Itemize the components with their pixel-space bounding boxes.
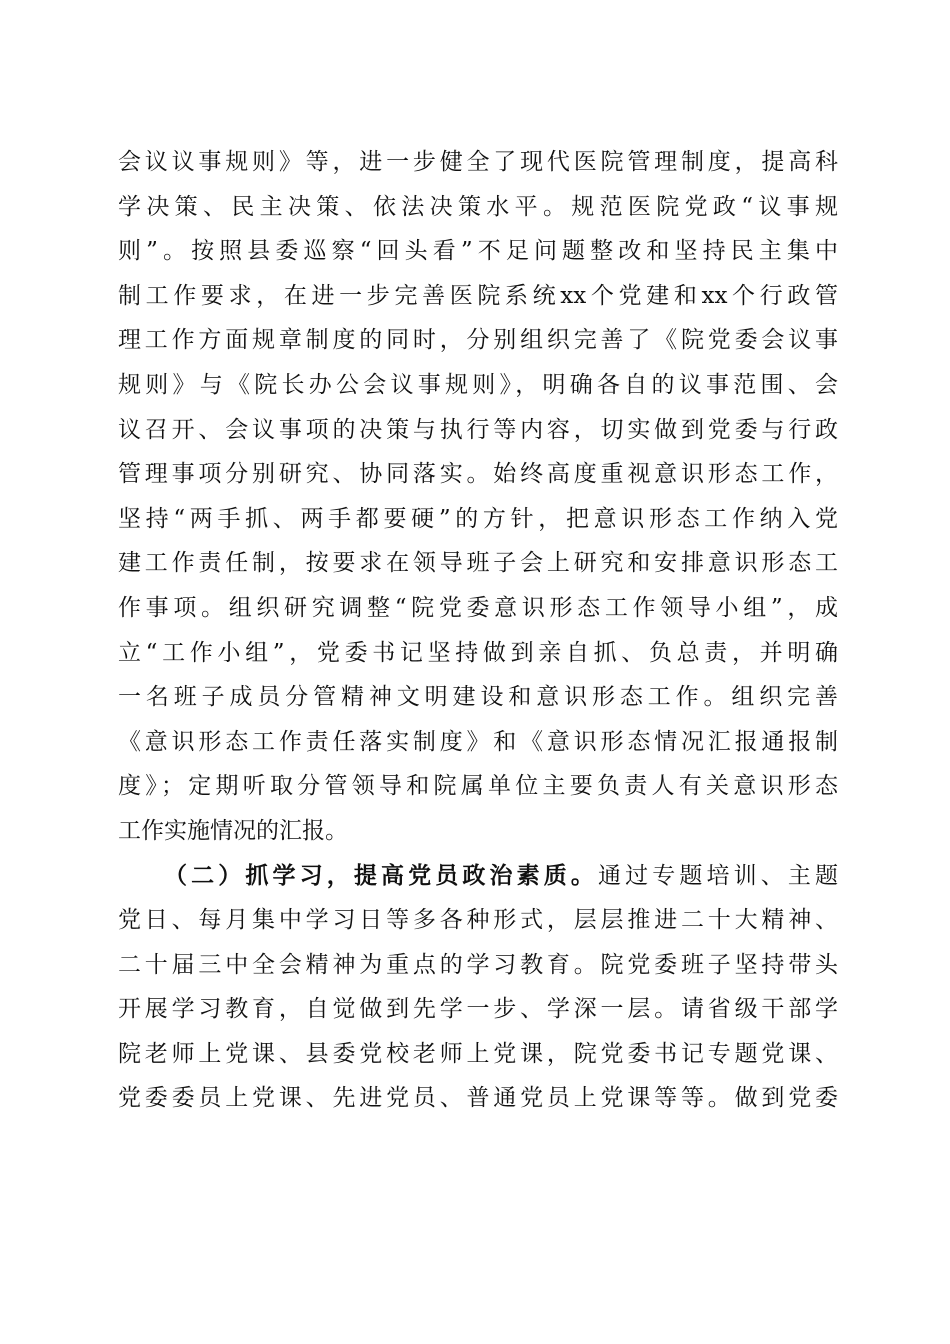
text-line: 理工作方面规章制度的同时，分别组织完善了《院党委会议事 xyxy=(118,327,838,354)
text-line: 一名班子成员分管精神文明建设和意识形态工作。组织完善 xyxy=(118,684,838,711)
text-line: 规则》与《院长办公会议事规则》，明确各自的议事范围、会 xyxy=(118,371,838,398)
text-line: 工作实施情况的汇报。 xyxy=(118,817,348,844)
text-line: 党委委员上党课、先进党员、普通党员上党课等等。做到党委 xyxy=(118,1085,838,1112)
text-line: 立“工作小组”，党委书记坚持做到亲自抓、负总责，并明确 xyxy=(118,639,838,666)
text-line: 开展学习教育，自觉做到先学一步、学深一层。请省级干部学 xyxy=(118,996,838,1023)
paragraph-2-first-line xyxy=(118,854,838,899)
text-line: 坚持“两手抓、两手都要硬”的方针，把意识形态工作纳入党 xyxy=(118,505,838,532)
text-line: 学决策、民主决策、依法决策水平。规范医院党政“议事规 xyxy=(118,193,838,220)
paragraph-2 xyxy=(118,854,838,1122)
text-line: 议召开、会议事项的决策与执行等内容，切实做到党委与行政 xyxy=(118,416,838,443)
text-line: 会议议事规则》等，进一步健全了现代医院管理制度，提高科 xyxy=(118,149,838,175)
text-line: 院老师上党课、县委党校老师上党课，院党委书记专题党课、 xyxy=(118,1040,838,1067)
text-line: 《意识形态工作责任落实制度》和《意识形态情况汇报通报制 xyxy=(118,728,838,755)
text-line: 则”。按照县委巡察“回头看”不足问题整改和坚持民主集中 xyxy=(118,238,838,265)
text-line: 制工作要求，在进一步完善医院系统xx个党建和xx个行政管 xyxy=(118,282,838,309)
text-line: 作事项。组织研究调整“院党委意识形态工作领导小组”，成 xyxy=(118,594,838,621)
paragraph-1 xyxy=(118,140,838,854)
text-line: 管理事项分别研究、协同落实。始终高度重视意识形态工作， xyxy=(118,461,838,488)
text-line: 建工作责任制，按要求在领导班子会上研究和安排意识形态工 xyxy=(118,550,838,577)
text-span: 通过专题培训、主题 xyxy=(598,862,838,889)
body-text xyxy=(118,140,838,1121)
text-line: 二十届三中全会精神为重点的学习教育。院党委班子坚持带头 xyxy=(118,951,838,978)
section-heading: （二）抓学习，提高党员政治素质。 xyxy=(164,861,598,889)
text-line: 党日、每月集中学习日等多各种形式，层层推进二十大精神、 xyxy=(118,907,838,934)
text-line: 度》；定期听取分管领导和院属单位主要负责人有关意识形态 xyxy=(118,773,838,800)
